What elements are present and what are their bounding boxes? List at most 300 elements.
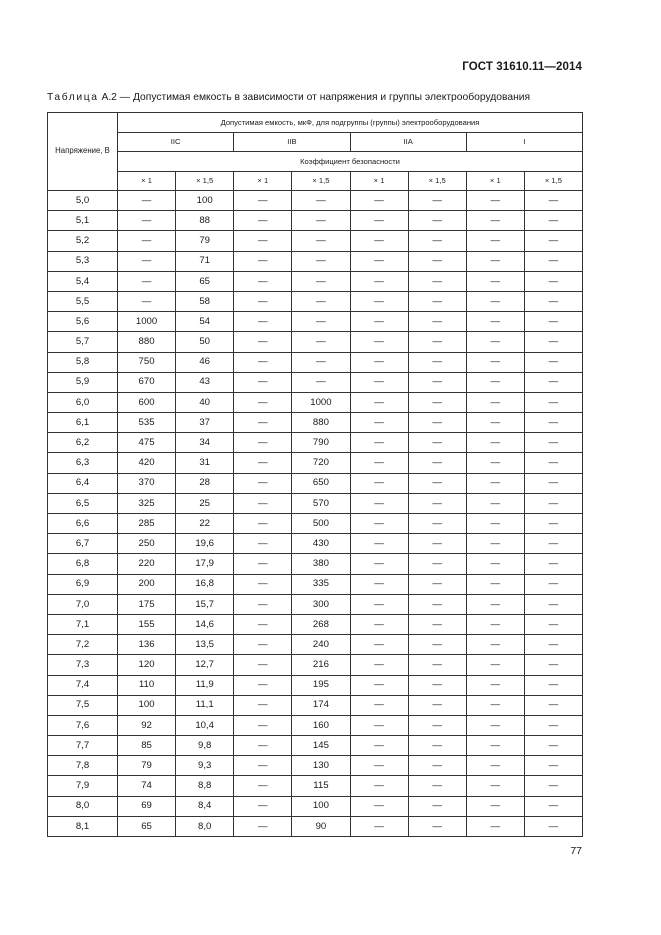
voltage-cell: 6,6	[48, 514, 118, 534]
capacitance-cell: —	[234, 554, 292, 574]
capacitance-cell: —	[466, 413, 524, 433]
capacitance-cell: —	[466, 756, 524, 776]
capacitance-cell: —	[466, 655, 524, 675]
capacitance-cell: —	[350, 614, 408, 634]
capacitance-cell: —	[234, 231, 292, 251]
factor-header: × 1	[118, 172, 176, 191]
table-row	[48, 453, 583, 473]
capacitance-cell: —	[408, 594, 466, 614]
capacitance-cell: 420	[118, 453, 176, 473]
voltage-cell: 6,2	[48, 433, 118, 453]
capacitance-cell: —	[350, 574, 408, 594]
capacitance-cell: —	[408, 534, 466, 554]
safety-factor-header: Коэффициент безопасности	[118, 152, 583, 172]
table-row	[48, 473, 583, 493]
capacitance-cell: 8,0	[176, 816, 234, 836]
voltage-cell: 7,2	[48, 635, 118, 655]
capacitance-cell: 115	[292, 776, 350, 796]
capacitance-cell: —	[524, 392, 582, 412]
capacitance-cell: —	[234, 453, 292, 473]
capacitance-cell: —	[524, 271, 582, 291]
capacitance-cell: 11,9	[176, 675, 234, 695]
table-row	[48, 776, 583, 796]
capacitance-cell: —	[408, 736, 466, 756]
capacitance-cell: 25	[176, 493, 234, 513]
capacitance-cell: —	[466, 473, 524, 493]
capacitance-cell: 174	[292, 695, 350, 715]
capacitance-cell: 8,4	[176, 796, 234, 816]
capacitance-cell: —	[350, 453, 408, 473]
caption-label: Таблица	[47, 92, 99, 103]
capacitance-cell: 15,7	[176, 594, 234, 614]
capacitance-cell: —	[234, 473, 292, 493]
capacitance-cell: —	[292, 191, 350, 211]
capacitance-cell: 790	[292, 433, 350, 453]
capacitance-cell: 335	[292, 574, 350, 594]
table-row	[48, 251, 583, 271]
capacitance-cell: 100	[176, 191, 234, 211]
capacitance-cell: 300	[292, 594, 350, 614]
capacitance-cell: —	[524, 372, 582, 392]
capacitance-cell: 145	[292, 736, 350, 756]
voltage-cell: 5,1	[48, 211, 118, 231]
voltage-cell: 6,7	[48, 534, 118, 554]
capacitance-cell: —	[524, 816, 582, 836]
capacitance-cell: —	[524, 776, 582, 796]
capacitance-cell: —	[408, 635, 466, 655]
capacitance-cell: 1000	[118, 312, 176, 332]
capacitance-cell: —	[118, 251, 176, 271]
capacitance-cell: —	[408, 332, 466, 352]
voltage-cell: 5,5	[48, 291, 118, 311]
voltage-cell: 5,7	[48, 332, 118, 352]
capacitance-cell: —	[350, 291, 408, 311]
capacitance-cell: —	[292, 352, 350, 372]
table-row	[48, 514, 583, 534]
capacitance-cell: —	[408, 614, 466, 634]
capacitance-cell: 28	[176, 473, 234, 493]
table-row	[48, 736, 583, 756]
capacitance-cell: —	[350, 413, 408, 433]
capacitance-cell: —	[350, 473, 408, 493]
factor-header: × 1,5	[292, 172, 350, 191]
capacitance-cell: —	[466, 372, 524, 392]
voltage-cell: 5,3	[48, 251, 118, 271]
capacitance-cell: —	[524, 574, 582, 594]
capacitance-cell: 40	[176, 392, 234, 412]
table-row	[48, 312, 583, 332]
capacitance-cell: —	[234, 574, 292, 594]
capacitance-cell: 9,8	[176, 736, 234, 756]
capacitance-cell: —	[466, 614, 524, 634]
capacitance-cell: —	[292, 271, 350, 291]
capacitance-cell: 11,1	[176, 695, 234, 715]
factor-header: × 1	[466, 172, 524, 191]
capacitance-cell: 71	[176, 251, 234, 271]
capacitance-cell: —	[234, 332, 292, 352]
table-row	[48, 352, 583, 372]
capacitance-cell: 79	[176, 231, 234, 251]
table-row	[48, 554, 583, 574]
capacitance-cell: 19,6	[176, 534, 234, 554]
capacitance-cell: 650	[292, 473, 350, 493]
voltage-cell: 7,6	[48, 715, 118, 735]
capacitance-cell: —	[350, 594, 408, 614]
capacitance-cell: —	[408, 796, 466, 816]
table-row	[48, 675, 583, 695]
capacitance-cell: 22	[176, 514, 234, 534]
capacitance-cell: 570	[292, 493, 350, 513]
capacitance-cell: —	[234, 715, 292, 735]
capacitance-cell: —	[408, 413, 466, 433]
capacitance-cell: 136	[118, 635, 176, 655]
capacitance-cell: 475	[118, 433, 176, 453]
capacitance-cell: 65	[176, 271, 234, 291]
capacitance-cell: 110	[118, 675, 176, 695]
capacitance-cell: —	[234, 534, 292, 554]
capacitance-cell: —	[234, 635, 292, 655]
capacitance-cell: —	[408, 191, 466, 211]
group-header-iia: IIA	[350, 133, 466, 152]
capacitance-cell: —	[408, 514, 466, 534]
capacitance-cell: —	[350, 514, 408, 534]
caption-number: А.2	[101, 92, 117, 103]
capacitance-cell: —	[466, 695, 524, 715]
table-row	[48, 715, 583, 735]
capacitance-cell: —	[524, 291, 582, 311]
capacitance-cell: 220	[118, 554, 176, 574]
capacitance-cell: —	[524, 695, 582, 715]
voltage-cell: 7,3	[48, 655, 118, 675]
capacitance-cell: —	[234, 736, 292, 756]
capacitance-cell: —	[524, 514, 582, 534]
capacitance-cell: —	[118, 211, 176, 231]
capacitance-cell: —	[350, 271, 408, 291]
capacitance-cell: —	[350, 675, 408, 695]
voltage-cell: 6,5	[48, 493, 118, 513]
capacitance-cell: 500	[292, 514, 350, 534]
document-code: ГОСТ 31610.11—2014	[462, 61, 582, 73]
capacitance-cell: —	[466, 231, 524, 251]
capacitance-cell: —	[524, 635, 582, 655]
capacitance-cell: —	[524, 413, 582, 433]
capacitance-cell: —	[234, 352, 292, 372]
capacitance-cell: —	[234, 756, 292, 776]
table-row	[48, 574, 583, 594]
voltage-cell: 6,0	[48, 392, 118, 412]
capacitance-cell: 34	[176, 433, 234, 453]
capacitance-cell: —	[350, 635, 408, 655]
voltage-cell: 5,6	[48, 312, 118, 332]
table-row	[48, 695, 583, 715]
capacitance-cell: —	[234, 392, 292, 412]
capacitance-cell: 50	[176, 332, 234, 352]
capacitance-cell: 285	[118, 514, 176, 534]
capacitance-cell: —	[350, 372, 408, 392]
capacitance-cell: —	[234, 614, 292, 634]
group-header-iic: IIC	[118, 133, 234, 152]
capacitance-cell: —	[408, 433, 466, 453]
capacitance-cell: —	[524, 594, 582, 614]
group-header-i: I	[466, 133, 582, 152]
capacitance-cell: —	[234, 271, 292, 291]
capacitance-cell: —	[524, 433, 582, 453]
capacitance-cell: —	[408, 392, 466, 412]
capacitance-cell: —	[234, 655, 292, 675]
capacitance-cell: —	[408, 453, 466, 473]
capacitance-cell: —	[350, 191, 408, 211]
capacitance-cell: —	[234, 695, 292, 715]
capacitance-cell: —	[466, 514, 524, 534]
capacitance-cell: —	[408, 493, 466, 513]
capacitance-cell: —	[524, 736, 582, 756]
capacitance-cell: —	[524, 352, 582, 372]
capacitance-cell: —	[466, 534, 524, 554]
voltage-cell: 6,8	[48, 554, 118, 574]
capacitance-cell: —	[350, 756, 408, 776]
capacitance-cell: —	[466, 715, 524, 735]
voltage-cell: 7,0	[48, 594, 118, 614]
table-row	[48, 191, 583, 211]
capacitance-cell: —	[524, 191, 582, 211]
capacitance-cell: —	[234, 816, 292, 836]
capacitance-cell: 880	[292, 413, 350, 433]
capacitance-cell: —	[292, 251, 350, 271]
capacitance-cell: —	[118, 231, 176, 251]
capacitance-cell: —	[350, 493, 408, 513]
capacitance-cell: —	[292, 291, 350, 311]
capacitance-cell: —	[234, 776, 292, 796]
capacitance-cell: 54	[176, 312, 234, 332]
capacitance-cell: —	[118, 191, 176, 211]
capacitance-cell: —	[466, 352, 524, 372]
capacitance-cell: —	[350, 554, 408, 574]
capacitance-cell: 1000	[292, 392, 350, 412]
capacitance-cell: —	[408, 574, 466, 594]
capacitance-cell: 16,8	[176, 574, 234, 594]
capacitance-cell: —	[524, 614, 582, 634]
capacitance-cell: —	[408, 291, 466, 311]
capacitance-cell: —	[234, 433, 292, 453]
capacitance-cell: —	[408, 473, 466, 493]
capacitance-table	[47, 112, 583, 837]
capacitance-cell: —	[524, 715, 582, 735]
capacitance-cell: —	[524, 231, 582, 251]
voltage-cell: 6,4	[48, 473, 118, 493]
capacitance-cell: —	[466, 332, 524, 352]
capacitance-cell: —	[408, 352, 466, 372]
capacitance-cell: —	[350, 211, 408, 231]
capacitance-cell: 92	[118, 715, 176, 735]
caption-text: — Допустимая емкость в зависимости от напряжения и группы электрооборудования	[116, 92, 531, 103]
capacitance-cell: —	[292, 211, 350, 231]
capacitance-cell: 370	[118, 473, 176, 493]
capacitance-cell: —	[524, 796, 582, 816]
capacitance-cell: —	[234, 796, 292, 816]
capacitance-cell: —	[466, 211, 524, 231]
table-row	[48, 493, 583, 513]
capacitance-cell: —	[524, 251, 582, 271]
capacitance-cell: 195	[292, 675, 350, 695]
capacitance-cell: —	[350, 695, 408, 715]
capacitance-cell: —	[292, 231, 350, 251]
capacitance-cell: —	[350, 251, 408, 271]
capacitance-cell: 12,7	[176, 655, 234, 675]
capacitance-cell: —	[234, 291, 292, 311]
capacitance-cell: 240	[292, 635, 350, 655]
factor-header: × 1,5	[408, 172, 466, 191]
capacitance-cell: —	[408, 695, 466, 715]
capacitance-cell: —	[408, 715, 466, 735]
voltage-cell: 6,3	[48, 453, 118, 473]
capacitance-cell: 216	[292, 655, 350, 675]
voltage-cell: 5,2	[48, 231, 118, 251]
capacitance-cell: 130	[292, 756, 350, 776]
capacitance-cell: —	[350, 352, 408, 372]
capacitance-cell: —	[466, 312, 524, 332]
capacitance-cell: —	[234, 675, 292, 695]
capacitance-cell: —	[408, 231, 466, 251]
capacitance-cell: 250	[118, 534, 176, 554]
capacitance-cell: 90	[292, 816, 350, 836]
voltage-cell: 6,9	[48, 574, 118, 594]
capacitance-cell: —	[234, 514, 292, 534]
table-row	[48, 372, 583, 392]
table-row	[48, 271, 583, 291]
capacitance-cell: —	[234, 372, 292, 392]
capacitance-cell: 720	[292, 453, 350, 473]
voltage-cell: 7,4	[48, 675, 118, 695]
capacitance-cell: 74	[118, 776, 176, 796]
table-row	[48, 756, 583, 776]
factor-header: × 1	[234, 172, 292, 191]
capacitance-cell: 160	[292, 715, 350, 735]
capacitance-cell: —	[408, 211, 466, 231]
capacitance-cell: 535	[118, 413, 176, 433]
capacitance-cell: 88	[176, 211, 234, 231]
voltage-cell: 7,8	[48, 756, 118, 776]
voltage-cell: 7,5	[48, 695, 118, 715]
capacitance-cell: 17,9	[176, 554, 234, 574]
capacitance-cell: 10,4	[176, 715, 234, 735]
capacitance-cell: —	[350, 776, 408, 796]
voltage-cell: 7,1	[48, 614, 118, 634]
capacitance-cell: —	[350, 231, 408, 251]
capacitance-cell: —	[524, 756, 582, 776]
capacitance-cell: 46	[176, 352, 234, 372]
capacitance-cell: —	[466, 271, 524, 291]
capacitance-cell: 8,8	[176, 776, 234, 796]
factor-header: × 1	[350, 172, 408, 191]
voltage-cell: 5,0	[48, 191, 118, 211]
capacitance-cell: 155	[118, 614, 176, 634]
capacitance-cell: —	[466, 675, 524, 695]
capacitance-cell: —	[292, 312, 350, 332]
table-row	[48, 635, 583, 655]
capacitance-cell: 325	[118, 493, 176, 513]
capacitance-cell: —	[466, 736, 524, 756]
capacitance-cell: —	[234, 251, 292, 271]
table-row	[48, 332, 583, 352]
capacitance-cell: —	[350, 736, 408, 756]
table-row	[48, 231, 583, 251]
capacitance-cell: —	[524, 534, 582, 554]
voltage-cell: 7,9	[48, 776, 118, 796]
capacitance-cell: —	[408, 271, 466, 291]
capacitance-cell: 69	[118, 796, 176, 816]
capacitance-cell: —	[466, 594, 524, 614]
capacitance-cell: —	[466, 776, 524, 796]
voltage-cell: 5,8	[48, 352, 118, 372]
capacitance-cell: 750	[118, 352, 176, 372]
capacitance-cell: 175	[118, 594, 176, 614]
capacitance-cell: 79	[118, 756, 176, 776]
voltage-cell: 7,7	[48, 736, 118, 756]
capacitance-cell: 670	[118, 372, 176, 392]
capacitance-cell: —	[118, 291, 176, 311]
capacitance-cell: —	[524, 675, 582, 695]
capacitance-cell: —	[466, 433, 524, 453]
capacitance-cell: —	[350, 816, 408, 836]
capacitance-cell: —	[350, 392, 408, 412]
table-row	[48, 534, 583, 554]
capacitance-cell: —	[350, 715, 408, 735]
voltage-cell: 5,4	[48, 271, 118, 291]
capacitance-cell: —	[466, 392, 524, 412]
voltage-cell: 6,1	[48, 413, 118, 433]
table-row	[48, 614, 583, 634]
capacitance-cell: —	[524, 554, 582, 574]
table-row	[48, 594, 583, 614]
capacitance-cell: —	[466, 453, 524, 473]
capacitance-cell: —	[524, 312, 582, 332]
capacitance-cell: —	[408, 756, 466, 776]
capacitance-cell: —	[408, 655, 466, 675]
table-row	[48, 291, 583, 311]
capacitance-cell: 880	[118, 332, 176, 352]
voltage-cell: 8,1	[48, 816, 118, 836]
capacitance-cell: —	[118, 271, 176, 291]
capacitance-cell: 14,6	[176, 614, 234, 634]
capacitance-cell: —	[466, 291, 524, 311]
table-row	[48, 655, 583, 675]
capacitance-cell: —	[524, 655, 582, 675]
table-row	[48, 816, 583, 836]
capacitance-cell: —	[524, 332, 582, 352]
capacitance-cell: —	[292, 372, 350, 392]
capacitance-cell: —	[350, 796, 408, 816]
capacitance-cell: —	[350, 655, 408, 675]
capacitance-cell: —	[466, 796, 524, 816]
capacitance-cell: —	[408, 776, 466, 796]
capacitance-cell: —	[466, 635, 524, 655]
capacitance-cell: 380	[292, 554, 350, 574]
capacitance-cell: —	[408, 816, 466, 836]
table-caption	[47, 92, 530, 103]
table-row	[48, 433, 583, 453]
capacitance-cell: —	[466, 816, 524, 836]
capacitance-cell: —	[292, 332, 350, 352]
page-number: 77	[570, 845, 582, 857]
capacitance-cell: 58	[176, 291, 234, 311]
capacitance-cell: —	[466, 493, 524, 513]
group-header-iib: IIB	[234, 133, 350, 152]
factor-header: × 1,5	[524, 172, 582, 191]
capacitance-cell: —	[350, 312, 408, 332]
capacitance-cell: 37	[176, 413, 234, 433]
capacitance-cell: —	[466, 251, 524, 271]
voltage-cell: 8,0	[48, 796, 118, 816]
